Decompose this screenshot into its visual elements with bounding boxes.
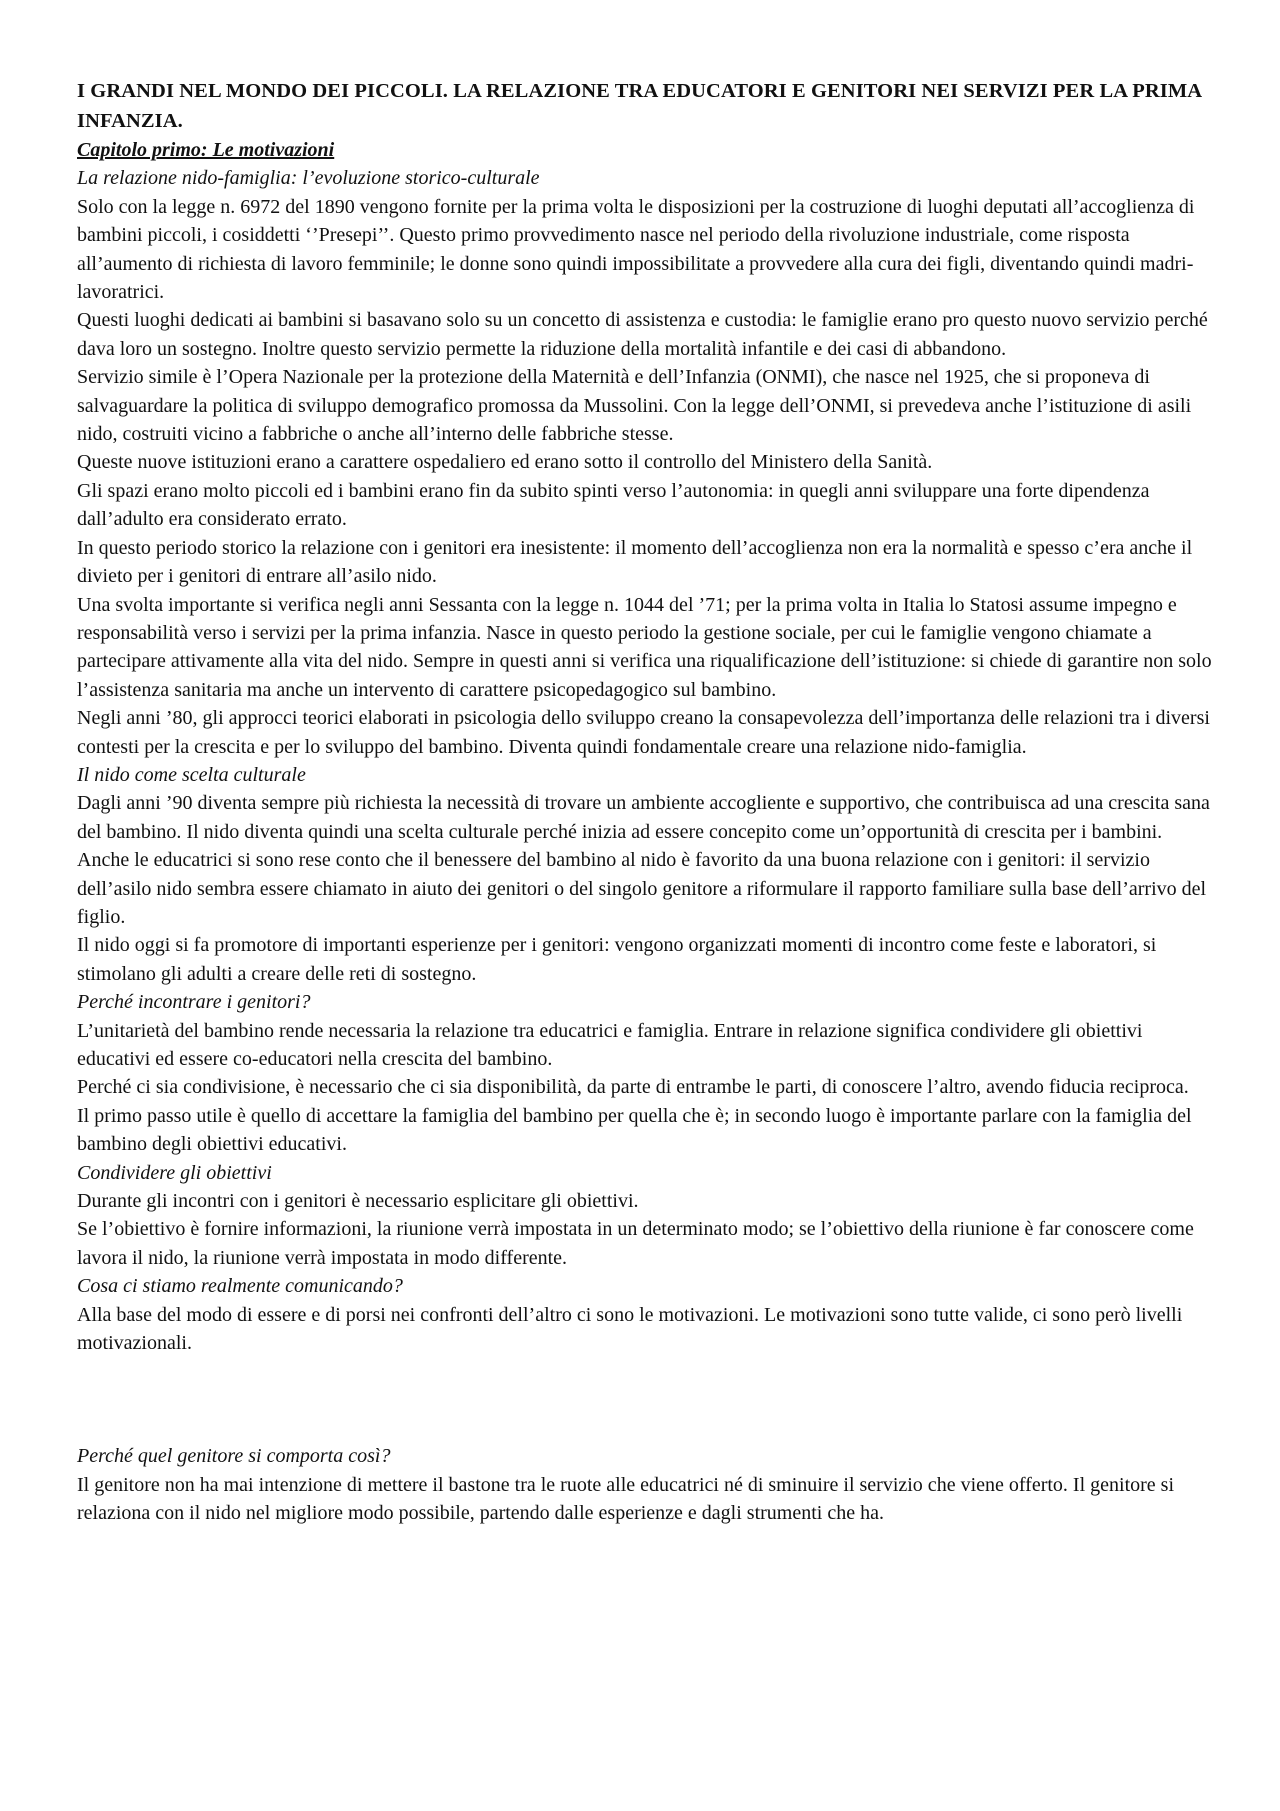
paragraph: Durante gli incontri con i genitori è necessario esplicitare gli obiettivi. <box>77 1190 639 1213</box>
section-heading-history: La relazione nido-famiglia: l’evoluzione storico-culturale <box>77 167 540 190</box>
paragraph: Il genitore non ha mai intenzione di mettere il bastone tra le ruote alle educatrici né di sminuire il servizio che viene offerto. Il genitore si relaziona con il nido nel migliore modo possibile, partendo dalle esperienze e dagli strumenti che ha. <box>77 1473 1175 1525</box>
paragraph: Negli anni ’80, gli approcci teorici elaborati in psicologia dello sviluppo creano la consapevolezza dell’importanza delle relazioni tra i diversi contesti per la crescita e per lo sviluppo del bambino. Diventa quindi fondamentale creare una relazione nido-famiglia. <box>77 707 1210 758</box>
paragraph: Anche le educatrici si sono rese conto che il benessere del bambino al nido è favorito da una buona relazione con i genitori: il servizio dell’asilo nido sembra essere chiamato in aiuto dei genitori o del singolo genitore a riformulare il rapporto familiare sulla base dell’arrivo del figlio. <box>77 849 1207 928</box>
paragraph: In questo periodo storico la relazione con i genitori era inesistente: il momento dell’accoglienza non era la normalità e spesso c’era anche il divieto per i genitori di entrare all’asilo nido. <box>77 536 1193 588</box>
chapter-line <box>77 136 1217 164</box>
section-heading-parent-behaviour: Perché quel genitore si comporta così? <box>77 1445 391 1468</box>
paragraph: Una svolta importante si verifica negli anni Sessanta con la legge n. 1044 del ’71; per la prima volta in Italia lo Statosi assume impegno e responsabilità verso i servizi per la prima infanzia. Nasce in questo periodo la gestione sociale, per cui le famiglie vengono chiamate a partecipare attivamente alla vita del nido. Sempre in questi anni si verifica una riqualificazione dell’istituzione: si chiede di garantire non solo l’assistenza sanitaria ma anche un intervento di carattere psicopedagogico sul bambino. <box>77 593 1212 701</box>
document-title: I GRANDI NEL MONDO DEI PICCOLI. LA RELAZIONE TRA EDUCATORI E GENITORI NEI SERVIZI PER LA PRIMA INFANZIA. <box>77 80 1202 132</box>
paragraph: Gli spazi erano molto piccoli ed i bambini erano fin da subito spinti verso l’autonomia: in quegli anni sviluppare una forte dipendenza dall’adulto era considerato errato. <box>77 479 1150 531</box>
paragraph: Alla base del modo di essere e di porsi nei confronti dell’altro ci sono le motivazioni. Le motivazioni sono tutte valide, ci sono però livelli motivazionali. <box>77 1303 1183 1355</box>
paragraph: Dagli anni ’90 diventa sempre più richiesta la necessità di trovare un ambiente accogliente e supportivo, che contribuisca ad una crescita sana del bambino. Il nido diventa quindi una scelta culturale perché inizia ad essere concepito come un’opportunità di crescita per i bambini. <box>77 792 1210 843</box>
section-heading-share-objectives: Condividere gli obiettivi <box>77 1161 272 1184</box>
chapter-heading: Capitolo primo: Le motivazioni <box>77 139 335 161</box>
paragraph: Il nido oggi si fa promotore di importanti esperienze per i genitori: vengono organizzati momenti di incontro come feste e laboratori, si stimolano gli adulti a creare delle reti di sostegno. <box>77 934 1157 985</box>
section-heading-cultural-choice: Il nido come scelta culturale <box>77 763 306 786</box>
paragraph: Queste nuove istituzioni erano a carattere ospedaliero ed erano sotto il controllo del Ministero della Sanità. <box>77 451 933 474</box>
blank-space <box>77 1357 1217 1442</box>
paragraph: L’unitarietà del bambino rende necessaria la relazione tra educatrici e famiglia. Entrare in relazione significa condividere gli obiettivi educativi ed essere co-educatori nella crescita del bambino. <box>77 1019 1143 1070</box>
document-page <box>77 76 1217 1528</box>
section-heading-communication: Cosa ci stiamo realmente comunicando? <box>77 1275 403 1298</box>
section-heading-why-meet-parents: Perché incontrare i genitori? <box>77 991 311 1014</box>
paragraph: Solo con la legge n. 6972 del 1890 vengono fornite per la prima volta le disposizioni per la costruzione di luoghi deputati all’accoglienza di bambini piccoli, i cosiddetti ‘’Presepi’’. Questo primo provvedimento nasce nel periodo della rivoluzione industriale, come risposta all’aumento di richiesta di lavoro femminile; le donne sono quindi impossibilitate a provvedere alla cura dei figli, diventando quindi madri-lavoratrici. <box>77 195 1195 304</box>
paragraph: Questi luoghi dedicati ai bambini si basavano solo su un concetto di assistenza e custodia: le famiglie erano pro questo nuovo servizio perché dava loro un sostegno. Inoltre questo servizio permette la riduzione della mortalità infantile e dei casi di abbandono. <box>77 309 1208 360</box>
paragraph: Il primo passo utile è quello di accettare la famiglia del bambino per quella che è; in secondo luogo è importante parlare con la famiglia del bambino degli obiettivi educativi. <box>77 1104 1192 1156</box>
paragraph: Servizio simile è l’Opera Nazionale per la protezione della Maternità e dell’Infanzia (ONMI), che nasce nel 1925, che si proponeva di salvaguardare la politica di sviluppo demografico promossa da Mussolini. Con la legge dell’ONMI, si prevedeva anche l’istituzione di asili nido, costruiti vicino a fabbriche o anche all’interno delle fabbriche stesse. <box>77 366 1192 446</box>
paragraph: Se l’obiettivo è fornire informazioni, la riunione verrà impostata in un determinato modo; se l’obiettivo della riunione è far conoscere come lavora il nido, la riunione verrà impostata in modo differente. <box>77 1218 1194 1269</box>
paragraph: Perché ci sia condivisione, è necessario che ci sia disponibilità, da parte di entrambe le parti, di conoscere l’altro, avendo fiducia reciproca. <box>77 1076 1189 1099</box>
